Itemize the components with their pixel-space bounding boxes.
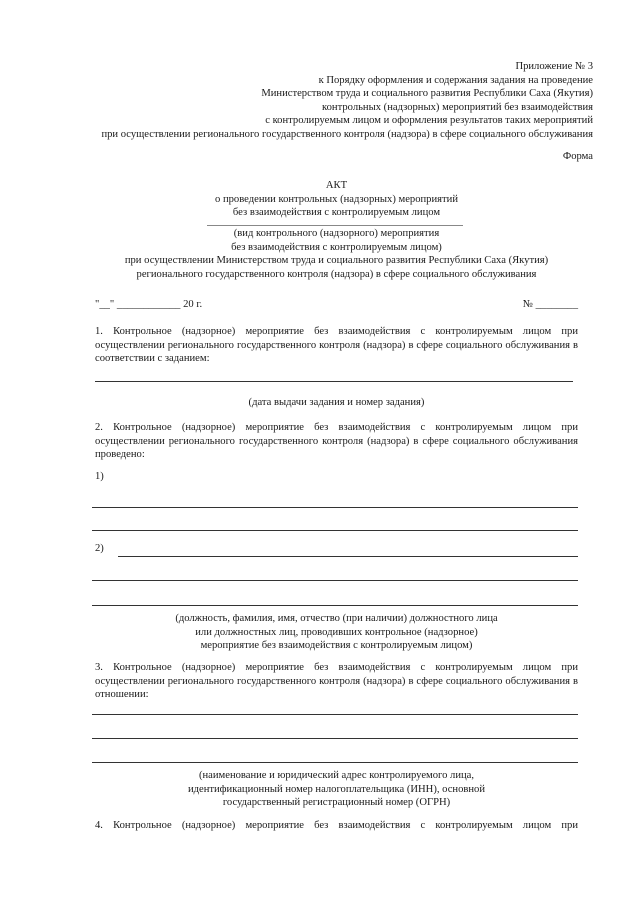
blank-line: [92, 714, 578, 715]
appendix-line: Министерством труда и социального развития Республики Саха (Якутия): [261, 88, 593, 100]
title-head: АКТ: [325, 180, 348, 191]
list-item-1: 1): [95, 471, 104, 482]
blank-line: [92, 580, 578, 581]
blank-line: [92, 507, 578, 508]
form-label: Форма: [562, 151, 593, 162]
caption-line: без взаимодействия с контролируемым лицом): [231, 241, 442, 253]
caption-line: (должность, фамилия, имя, отчество (при наличии) должностного лица: [175, 613, 498, 624]
blank-line: [92, 762, 578, 763]
appendix-line: при осуществлении регионального государственного контроля (надзора) в сфере социального обслуживания: [101, 128, 593, 140]
caption-line: регионального государственного контроля (надзора) в сфере социального обслуживания: [136, 268, 537, 280]
number-field: № ________: [522, 299, 578, 310]
paragraph-1: 1. Контрольное (надзорное) мероприятие без взаимодействия с контролируемым лицом при осуществлении регионального государственного контроля (надзора) в сфере социального обслуживания в соответствии с заданием:: [95, 326, 578, 365]
blank-line: [118, 556, 578, 557]
title-line: без взаимодействия с контролируемым лицом: [232, 207, 441, 219]
kind-caption: [95, 227, 578, 281]
blank-line: [92, 605, 578, 606]
title-line: о проведении контрольных (надзорных) мероприятий: [215, 193, 458, 205]
kind-blank-line: [207, 225, 463, 226]
appendix-line: с контролируемым лицом и оформления результатов таких мероприятий: [265, 115, 593, 127]
caption-line: (вид контрольного (надзорного) мероприятия: [233, 228, 440, 239]
paragraph-4: 4. Контрольное (надзорное) мероприятие без взаимодействия с контролируемым лицом при: [95, 820, 578, 831]
paragraph-2: 2. Контрольное (надзорное) мероприятие без взаимодействия с контролируемым лицом при осуществлении регионального государственного контроля (надзора) в сфере социального обслуживания проведено:: [95, 422, 578, 461]
caption-line: (наименование и юридический адрес контролируемого лица,: [198, 770, 475, 781]
appendix-line: к Порядку оформления и содержания задания на проведение: [318, 74, 593, 86]
blank-line: [92, 738, 578, 739]
caption-line: мероприятие без взаимодействия с контролируемым лицом): [200, 640, 473, 652]
caption-line: идентификационный номер налогоплательщика (ИНН), основной: [187, 783, 486, 795]
blank-line: [95, 381, 573, 382]
caption-line: государственный регистрационный номер (ОГРН): [222, 797, 451, 809]
caption-controlled-entity: [95, 769, 578, 810]
caption-task-date: (дата выдачи задания и номер задания): [248, 397, 425, 408]
paragraph-3: 3. Контрольное (надзорное) мероприятие без взаимодействия с контролируемым лицом при осуществлении регионального государственного контроля (надзора) в сфере социального обслуживания в отношении:: [95, 662, 578, 701]
appendix-line: Приложение № 3: [515, 61, 593, 72]
blank-line: [92, 530, 578, 531]
appendix-header: [33, 60, 593, 142]
caption-officials: [95, 612, 578, 653]
list-item-2: 2): [95, 543, 104, 554]
caption-line: при осуществлении Министерством труда и социального развития Республики Саха (Якутия): [124, 255, 549, 267]
date-field: "__" ____________ 20 г.: [95, 299, 203, 310]
document-title: [95, 179, 578, 220]
appendix-line: контрольных (надзорных) мероприятий без взаимодействия: [322, 101, 593, 113]
caption-line: или должностных лиц, проводивших контрольное (надзорное): [195, 626, 478, 638]
